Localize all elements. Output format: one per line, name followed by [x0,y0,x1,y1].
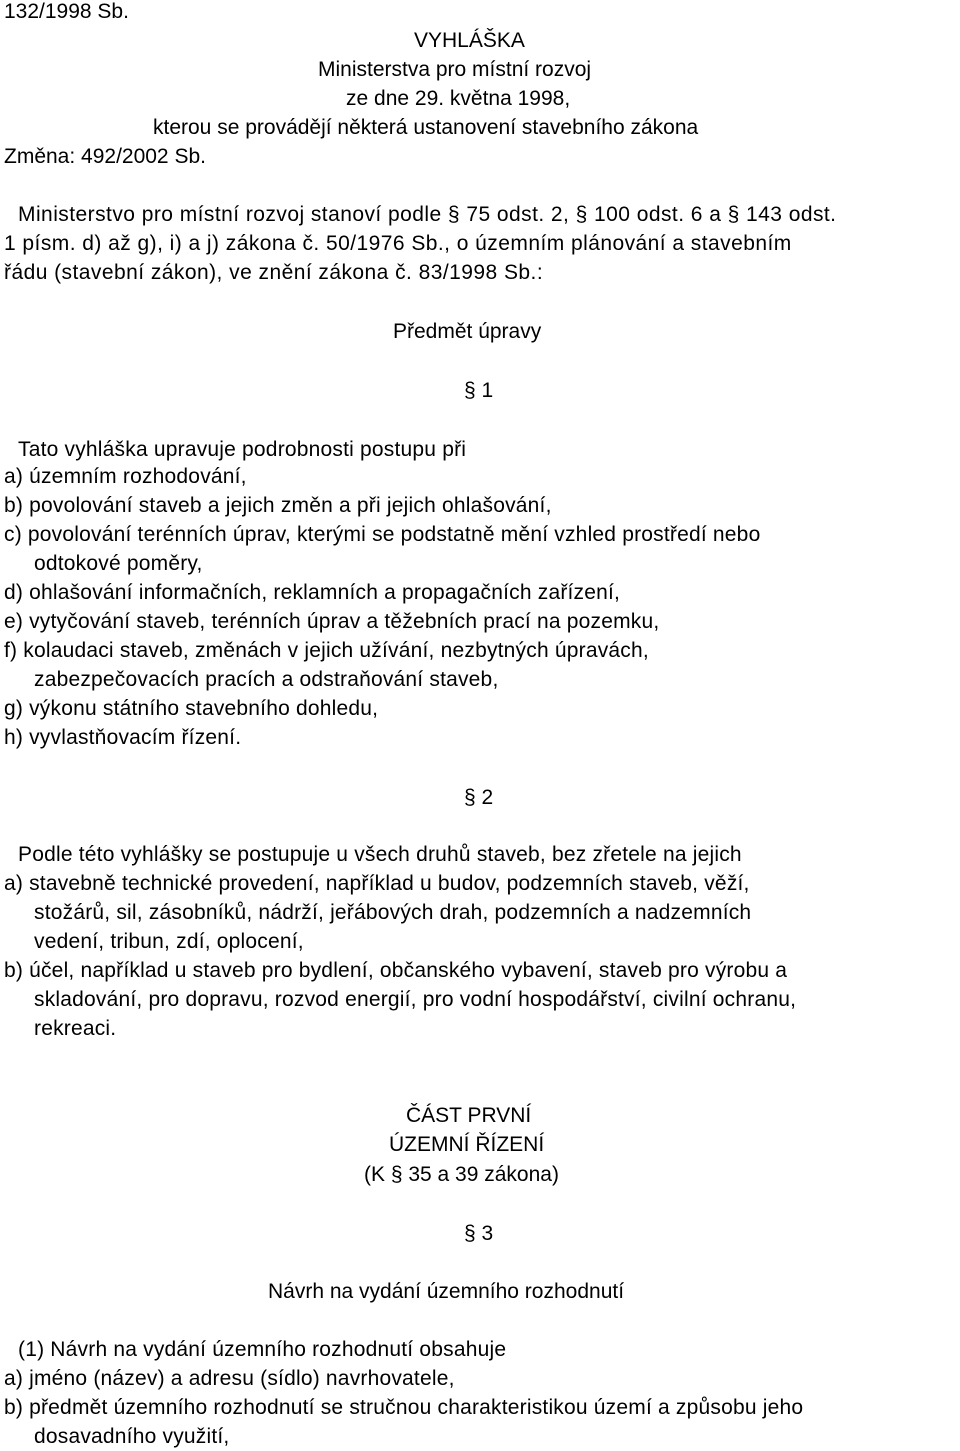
paragraph-intro: Tato vyhláška upravuje podrobnosti postupu při [18,438,467,461]
paragraph-heading: Návrh na vydání územního rozhodnutí [268,1280,625,1303]
paragraph-intro: Podle této vyhlášky se postupuje u všech druhů staveb, bez zřetele na jejich [18,843,742,866]
list-item: d) ohlašování informačních, reklamních a propagačních zařízení, [4,581,621,604]
list-item: h) vyvlastňovacím řízení. [4,726,242,749]
preamble-line: řádu (stavební zákon), ve znění zákona č. 83/1998 Sb.: [4,261,544,284]
list-item-continuation: dosavadního využití, [34,1425,230,1448]
list-item: a) územním rozhodování, [4,465,247,488]
list-item-continuation: vedení, tribun, zdí, oplocení, [34,930,304,953]
list-item: c) povolování terénních úprav, kterými se podstatně mění vzhled prostředí nebo [4,523,761,546]
list-item-continuation: rekreaci. [34,1017,117,1040]
list-item: b) účel, například u staveb pro bydlení, občanského vybavení, staveb pro výrobu a [4,959,788,982]
paragraph-mark: § 3 [464,1222,494,1245]
amendment: Změna: 492/2002 Sb. [4,145,206,168]
issuer: Ministerstva pro místní rozvoj [318,58,592,81]
list-item: f) kolaudaci staveb, změnách v jejich užívání, nezbytných úpravách, [4,639,649,662]
list-item: g) výkonu státního stavebního dohledu, [4,697,379,720]
list-item: b) povolování staveb a jejich změn a při jejich ohlašování, [4,494,552,517]
list-item-continuation: odtokové poměry, [34,552,203,575]
preamble-line: 1 písm. d) až g), i) a j) zákona č. 50/1976 Sb., o územním plánování a stavebním [4,232,792,255]
list-item-continuation: zabezpečovacích pracích a odstraňování staveb, [34,668,499,691]
part-title: ČÁST PRVNÍ [406,1104,532,1127]
paragraph-mark: § 2 [464,786,494,809]
document-type: VYHLÁŠKA [414,29,525,52]
list-item-continuation: stožárů, sil, zásobníků, nádrží, jeřábových drah, podzemních a nadzemních [34,901,752,924]
paragraph-mark: § 1 [464,379,494,402]
subject: kterou se provádějí některá ustanovení stavebního zákona [153,116,699,139]
list-item: a) jméno (název) a adresu (sídlo) navrhovatele, [4,1367,455,1390]
preamble-line: Ministerstvo pro místní rozvoj stanoví podle § 75 odst. 2, § 100 odst. 6 a § 143 odst. [18,203,837,226]
list-item: b) předmět územního rozhodnutí se stručnou charakteristikou území a způsobu jeho [4,1396,804,1419]
document-number: 132/1998 Sb. [4,0,129,23]
part-reference: (K § 35 a 39 zákona) [364,1163,559,1186]
section-heading: Předmět úpravy [393,320,542,343]
paragraph-intro: (1) Návrh na vydání územního rozhodnutí obsahuje [18,1338,507,1361]
issue-date: ze dne 29. května 1998, [346,87,571,110]
list-item: a) stavebně technické provedení, například u budov, podzemních staveb, věží, [4,872,750,895]
list-item-continuation: skladování, pro dopravu, rozvod energií, pro vodní hospodářství, civilní ochranu, [34,988,797,1011]
part-subtitle: ÚZEMNÍ ŘÍZENÍ [389,1133,545,1156]
list-item: e) vytyčování staveb, terénních úprav a těžebních prací na pozemku, [4,610,660,633]
